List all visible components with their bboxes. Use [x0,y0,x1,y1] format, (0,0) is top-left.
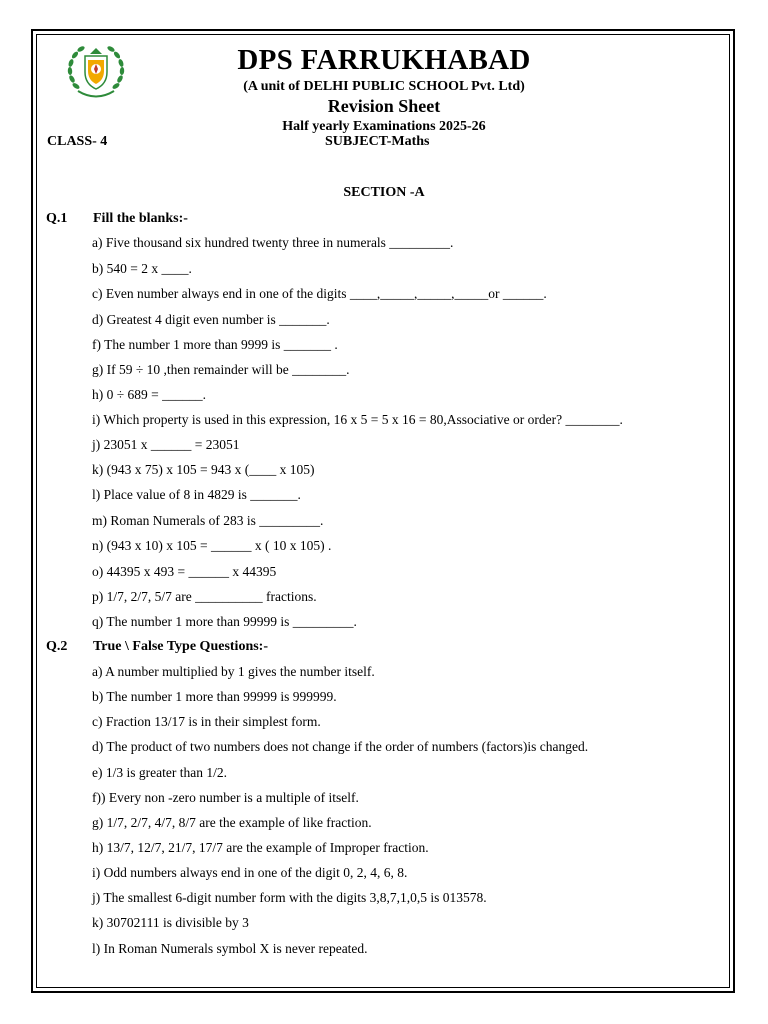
list-item: b) 540 = 2 x ____. [92,261,192,276]
list-item: l) In Roman Numerals symbol X is never repeated. [92,941,368,956]
list-item: a) Five thousand six hundred twenty three in numerals _________. [92,235,454,250]
list-item: i) Odd numbers always end in one of the digit 0, 2, 4, 6, 8. [92,865,408,880]
list-item: k) (943 x 75) x 105 = 943 x (____ x 105) [92,462,315,477]
list-item: g) If 59 ÷ 10 ,then remainder will be ________. [92,362,350,377]
list-item: q) The number 1 more than 99999 is _________. [92,614,357,629]
list-item: j) 23051 x ______ = 23051 [92,437,240,452]
list-item: g) 1/7, 2/7, 4/7, 8/7 are the example of like fraction. [92,815,372,830]
exam-line: Half yearly Examinations 2025-26 [282,119,486,134]
list-item: a) A number multiplied by 1 gives the number itself. [92,664,375,679]
question-number: Q.1 [46,211,68,226]
sheet-title: Revision Sheet [327,96,441,116]
list-item: j) The smallest 6-digit number form with the digits 3,8,7,1,0,5 is 013578. [92,890,487,905]
list-item: i) Which property is used in this expression, 16 x 5 = 5 x 16 = 80,Associative or order? ________. [92,412,623,427]
list-item: d) Greatest 4 digit even number is _______. [92,312,330,327]
question-title: Fill the blanks:- [93,211,188,226]
unit-line: (A unit of DELHI PUBLIC SCHOOL Pvt. Ltd) [243,79,525,94]
list-item: b) The number 1 more than 99999 is 999999. [92,689,337,704]
subject-label: SUBJECT-Maths [325,134,430,149]
list-item: k) 30702111 is divisible by 3 [92,915,249,930]
question-title: True \ False Type Questions:- [93,639,268,654]
list-item: f) The number 1 more than 9999 is _______ . [92,337,338,352]
list-item: n) (943 x 10) x 105 = ______ x ( 10 x 105) . [92,538,332,553]
class-label: CLASS- 4 [47,134,108,149]
list-item: h) 0 ÷ 689 = ______. [92,387,207,402]
list-item: l) Place value of 8 in 4829 is _______. [92,487,301,502]
list-item: e) 1/3 is greater than 1/2. [92,765,227,780]
list-item: f)) Every non -zero number is a multiple of itself. [92,790,359,805]
list-item: c) Fraction 13/17 is in their simplest form. [92,714,321,729]
section-title: SECTION -A [343,185,425,200]
question-number: Q.2 [46,639,68,654]
list-item: d) The product of two numbers does not change if the order of numbers (factors)is changed. [92,739,589,754]
list-item: o) 44395 x 493 = ______ x 44395 [92,564,277,579]
list-item: p) 1/7, 2/7, 5/7 are __________ fractions. [92,589,317,604]
list-item: h) 13/7, 12/7, 21/7, 17/7 are the example of Improper fraction. [92,840,429,855]
school-name: DPS FARRUKHABAD [237,44,531,76]
list-item: c) Even number always end in one of the digits ____,_____,_____,_____or ______. [92,286,547,301]
list-item: m) Roman Numerals of 283 is _________. [92,513,324,528]
